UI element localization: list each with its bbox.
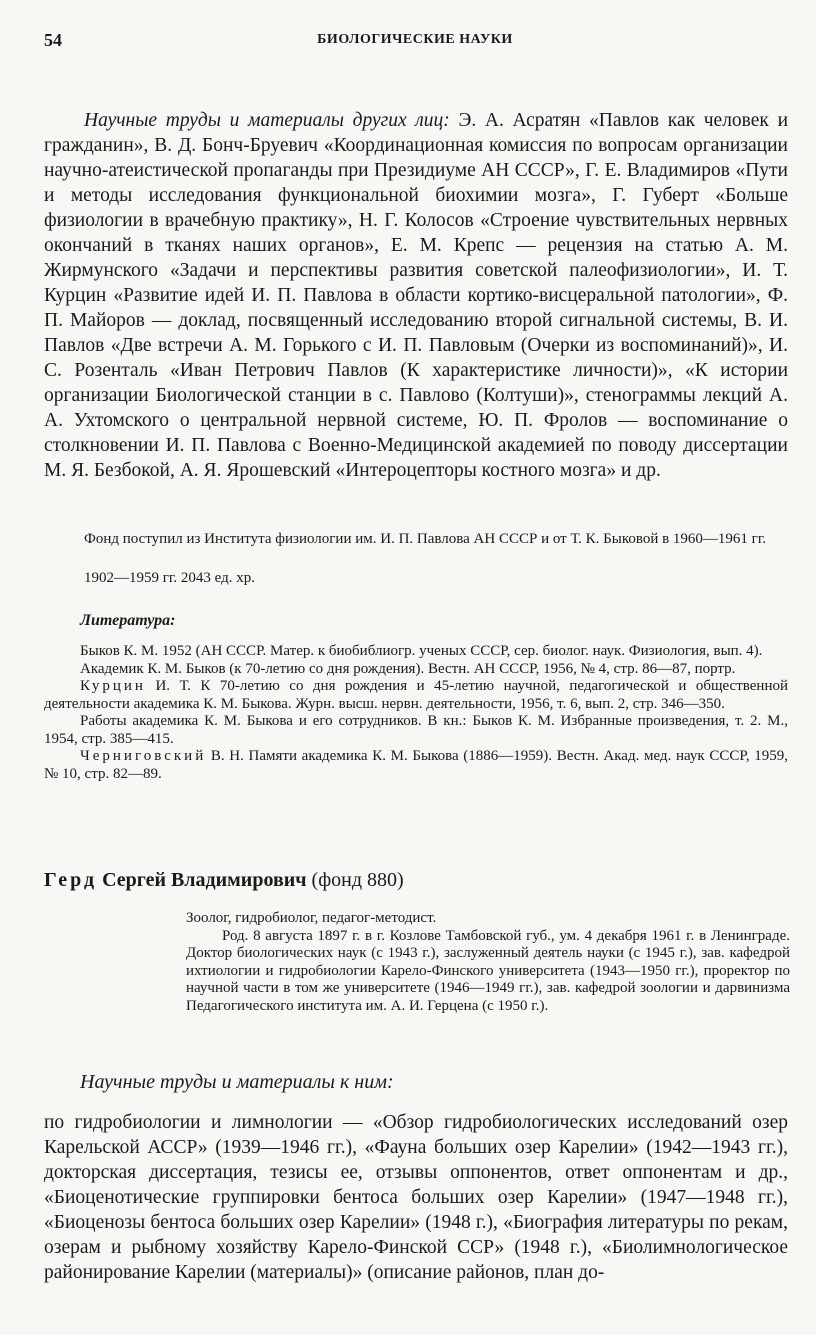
works-others-paragraph [44, 108, 788, 483]
literature-item: Работы академика К. М. Быкова и его сотрудников. В кн.: Быков К. М. Избранные произведения, т. 2. М., 1954, стр. 385—415. [44, 713, 788, 747]
person-name: Сергей Владимирович [102, 869, 307, 891]
person-heading [44, 869, 404, 892]
literature-item: Академик К. М. Быков (к 70-летию со дня рождения). Вестн. АН СССР, 1956, № 4, стр. 86—87, портр. [80, 660, 736, 677]
running-title: БИОЛОГИЧЕСКИЕ НАУКИ [317, 32, 513, 47]
page-number: 54 [44, 30, 62, 50]
literature-item: Черниговский В. Н. Памяти академика К. М. Быкова (1886—1959). Вестн. Акад. мед. наук СССР, 1959, № 10, стр. 82—89. [44, 748, 788, 782]
literature-heading: Литература: [80, 612, 176, 629]
works-about-heading: Научные труды и материалы к ним: [80, 1071, 394, 1093]
works-about-text: по гидробиологии и лимнологии — «Обзор гидробиологических исследований озер Карельской АССР» (1939—1946 гг.), «Фауна больших озер Карелии» (1942—1943 гг.), докторская диссертация, тезисы ее, отзывы оппонентов, ответ оппонентам и др., «Биоценотические группировки бентоса больших озер Карелии» (1947—1948 гг.), «Биоценозы бентоса больших озер Карелии» (1948 г.), «Биография литературы по рекам, озерам и рыбному хозяйству Карело-Финской ССР» (1948 г.), «Биолимнологическое районирование Карелии (материалы)» (описание районов, план до- [44, 1112, 788, 1283]
literature-item: Курцин И. Т. К 70-летию со дня рождения и 45-летию научной, педагогической и общественной деятельности академика К. М. Быкова. Журн. высш. нервн. деятельности, 1956, т. 6, вып. 2, стр. 346—350. [44, 678, 788, 712]
literature-item: Быков К. М. 1952 (АН СССР. Матер. к биобиблиогр. ученых СССР, сер. биолог. наук. Физиология, вып. 4). [80, 643, 763, 659]
works-others-heading: Научные труды и материалы других лиц: [84, 110, 450, 131]
works-others-text: Э. А. Асратян «Павлов как человек и гражданин», В. Д. Бонч-Бруевич «Координационная комиссия по вопросам организации научно-атеистической пропаганды при Президиуме АН СССР», Г. Е. Владимиров «Пути и методы исследования функциональной биохимии мозга», Г. Губерт «Больше физиологии в врачебную практику», Н. Г. Колосов «Строение чувствительных нервных окончаний в тканях наших органов», Е. М. Крепс — рецензия на статью А. М. Жирмунского «Задачи и перспективы развития советской палеофизиологии», И. Т. Курцин «Развитие идей И. П. Павлова в области кортико-висцеральной патологии», Ф. П. Майоров — доклад, посвященный исследованию второй сигнальной системы, В. И. Павлов «Две встречи А. М. Горького с И. П. Павловым (Очерки из воспоминаний)», И. С. Розенталь «Иван Петрович Павлов (К характеристике личности)», «К истории организации Биологической станции в с. Павлово (Колтуши)», стенограммы лекций А. А. Ухтомского о центральной нервной системе, Ю. П. Фролов — воспоминание о столкновении И. П. Павлова с Военно-Медицинской академией по поводу диссертации М. Я. Безбокой, А. Я. Ярошевский «Интероцепторы костного мозга» и др. [44, 110, 789, 481]
fond-note: Фонд поступил из Института физиологии им. И. П. Павлова АН СССР и от Т. К. Быковой в 1960—1961 гг. [84, 531, 767, 547]
biography-block [186, 910, 790, 1016]
fond-number: (фонд 880) [311, 869, 404, 891]
person-surname: Герд [44, 869, 98, 891]
fond-note-extent: 1902—1959 гг. 2043 ед. хр. [84, 570, 255, 586]
bio-title: Зоолог, гидробиолог, педагог-методист. [186, 910, 437, 926]
page-header [44, 30, 786, 54]
bio-text: Род. 8 августа 1897 г. в г. Козлове Тамбовской губ., ум. 4 декабря 1961 г. в Ленинграде. Доктор биологических наук (с 1943 г.), заслуженный деятель науки (с 1945 г.), зав. кафедрой ихтиологии и гидробиологии Карело-Финского университета (1943—1950 гг.), проректор по научной части в том же университете (1946—1949 гг.), зав. кафедрой зоологии и дарвинизма Педагогического института им. А. И. Герцена (с 1950 г.). [186, 927, 790, 1014]
literature-list [44, 643, 788, 783]
